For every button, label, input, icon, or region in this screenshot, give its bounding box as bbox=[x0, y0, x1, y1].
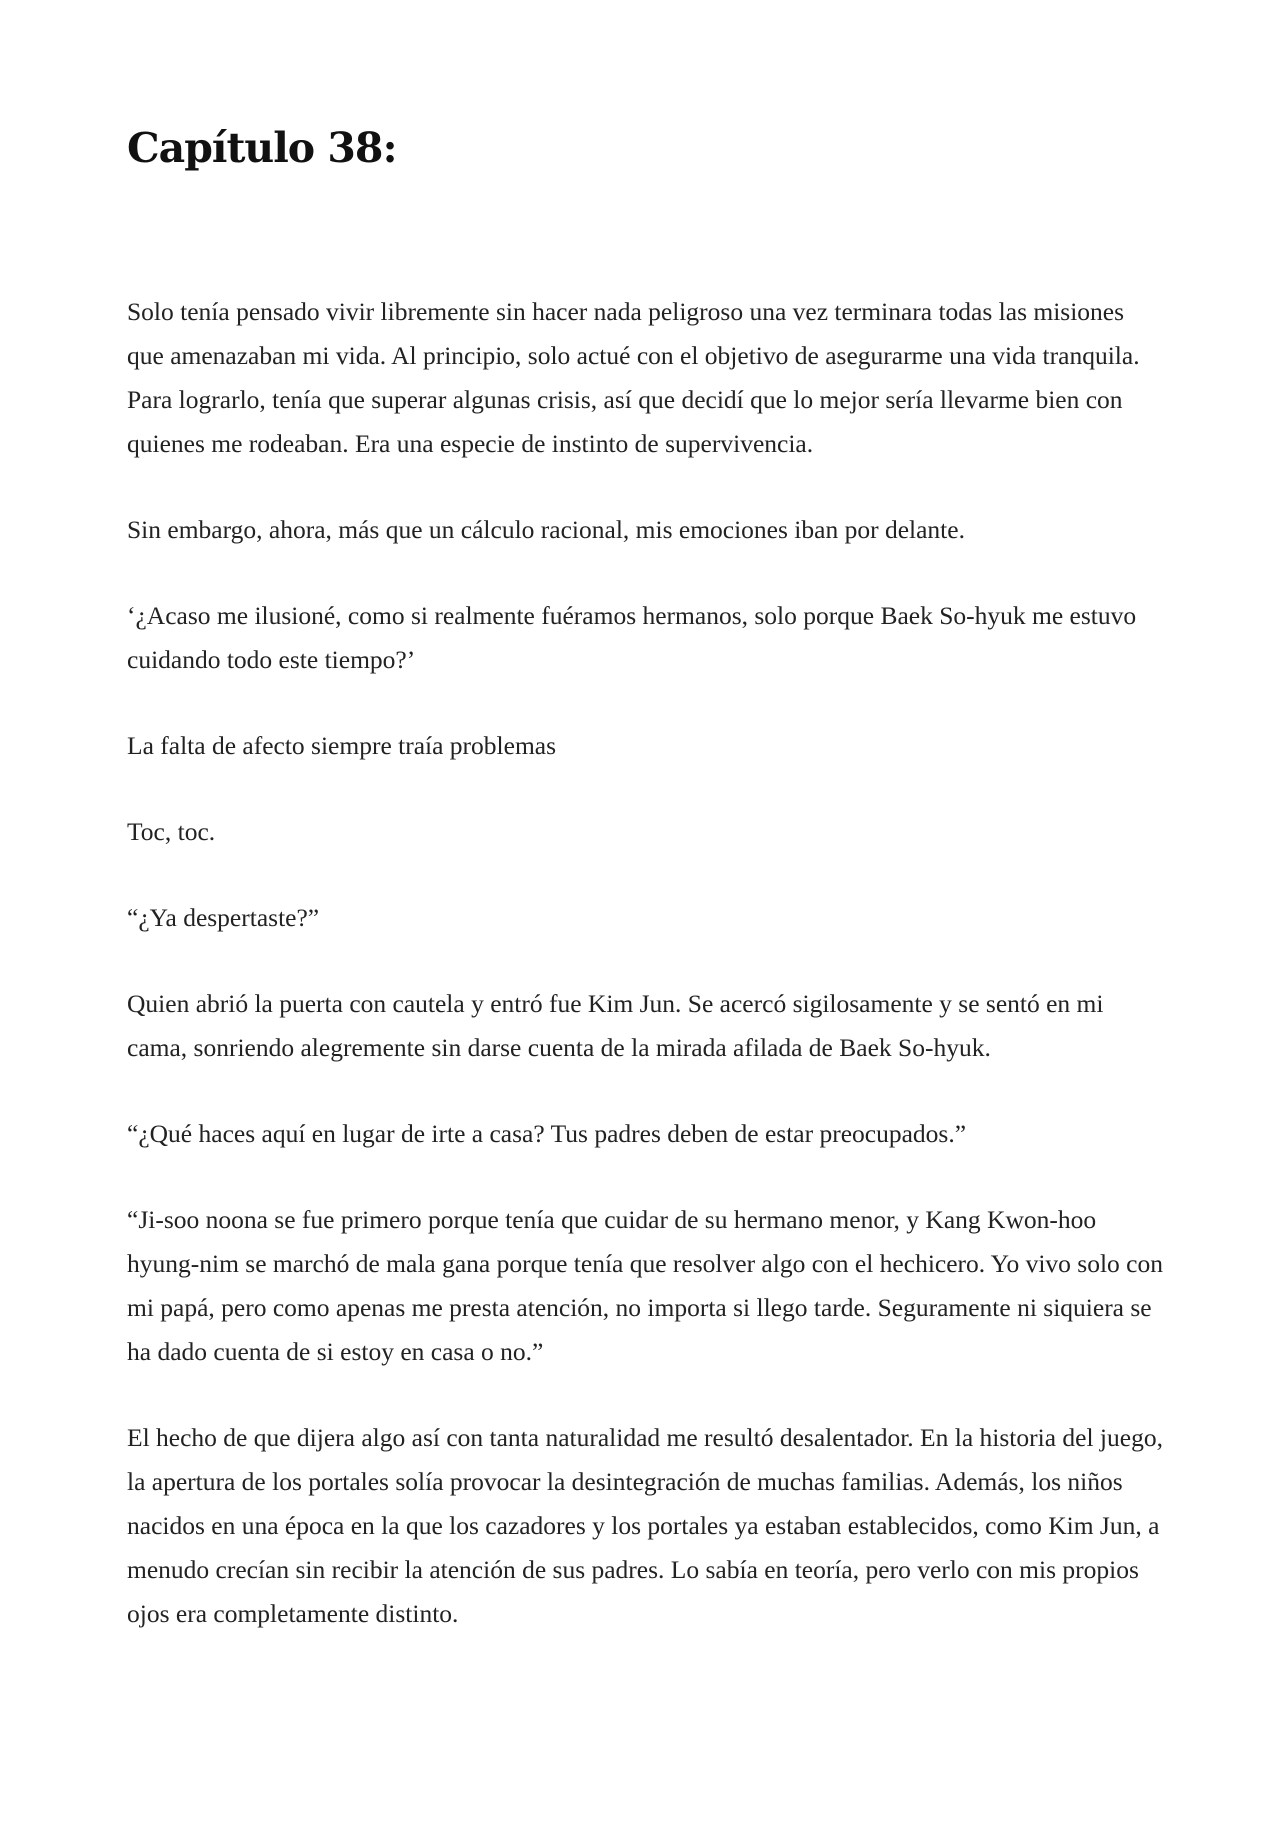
chapter-body bbox=[127, 290, 1167, 1678]
paragraph: ‘¿Acaso me ilusioné, como si realmente fuéramos hermanos, solo porque Baek So-hyuk me estuvo cuidando todo este tiempo?’ bbox=[127, 601, 1137, 674]
paragraph: El hecho de que dijera algo así con tanta naturalidad me resultó desalentador. En la historia del juego, la apertura de los portales solía provocar la desintegración de muchas familias. Además, los niños nacidos en una época en la que los cazadores y los portales ya estaban establecidos, como Kim Jun, a menudo crecían sin recibir la atención de sus padres. Lo sabía en teoría, pero verlo con mis propios ojos era completamente distinto. bbox=[127, 1423, 1163, 1628]
paragraph: La falta de afecto siempre traía problemas bbox=[127, 731, 557, 760]
paragraph: “Ji-soo noona se fue primero porque tenía que cuidar de su hermano menor, y Kang Kwon-hoo hyung-nim se marchó de mala gana porque tenía que resolver algo con el hechicero. Yo vivo solo con mi papá, pero como apenas me presta atención, no importa si llego tarde. Seguramente ni siquiera se ha dado cuenta de si estoy en casa o no.” bbox=[127, 1205, 1163, 1366]
paragraph: Sin embargo, ahora, más que un cálculo racional, mis emociones iban por delante. bbox=[127, 515, 965, 544]
paragraph: Quien abrió la puerta con cautela y entró fue Kim Jun. Se acercó sigilosamente y se sentó en mi cama, sonriendo alegremente sin darse cuenta de la mirada afilada de Baek So-hyuk. bbox=[127, 989, 1104, 1062]
paragraph: “¿Qué haces aquí en lugar de irte a casa? Tus padres deben de estar preocupados.” bbox=[127, 1119, 967, 1148]
paragraph: Solo tenía pensado vivir libremente sin hacer nada peligroso una vez terminara todas las misiones que amenazaban mi vida. Al principio, solo actué con el objetivo de asegurarme una vida tranquila. Para lograrlo, tenía que superar algunas crisis, así que decidí que lo mejor sería llevarme bien con quienes me rodeaban. Era una especie de instinto de supervivencia. bbox=[127, 297, 1140, 458]
paragraph: “¿Ya despertaste?” bbox=[127, 903, 320, 932]
chapter-title: Capítulo 38: bbox=[127, 124, 397, 172]
paragraph: Toc, toc. bbox=[127, 817, 216, 846]
